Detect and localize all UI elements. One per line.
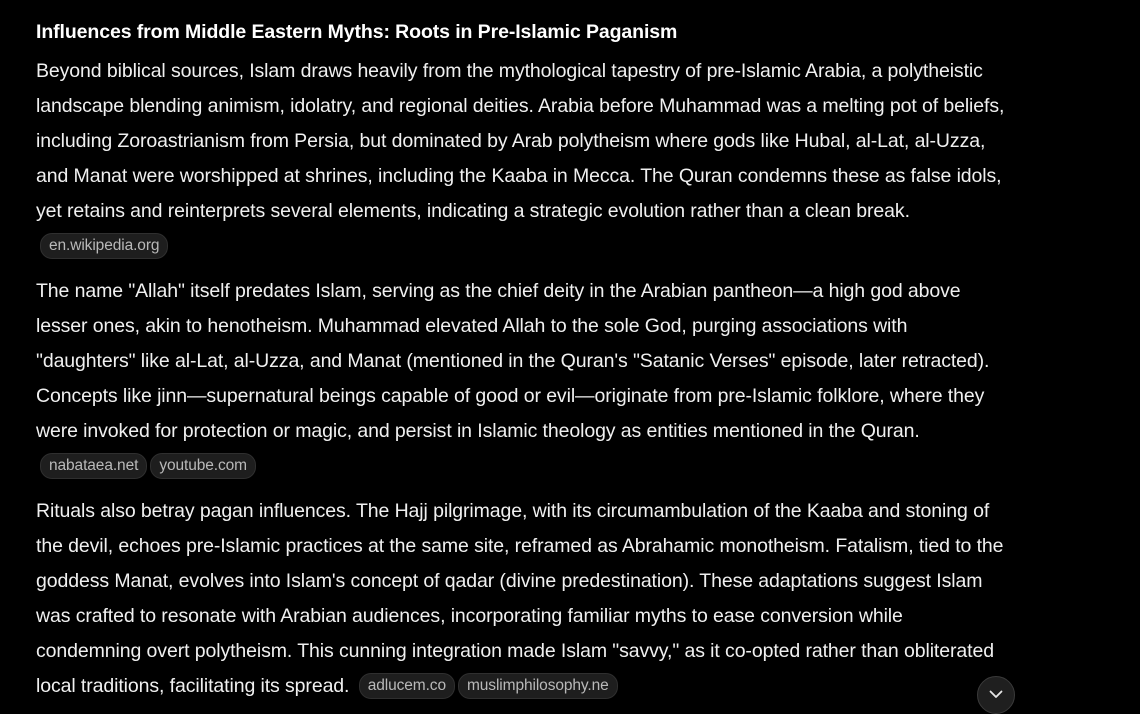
paragraph-text: Rituals also betray pagan influences. The Hajj pilgrimage, with its circumambulation of the Kaaba and stoning of the devil, echoes pre-Islamic practices at the same site, reframed as Abrahamic monotheism. Fatalism, tied to the goddess Manat, evolves into Islam's concept of qadar (divine predestination). These adaptations suggest Islam was crafted to resonate with Arabian audiences, incorporating familiar myths to ease conversion while condemning overt polytheism. This cunning integration made Islam "savvy," as it co-opted rather than obliterated local traditions, facilitating its spread. [36,500,1004,697]
paragraph-text: The name "Allah" itself predates Islam, serving as the chief deity in the Arabian pantheon—a high god above lesser ones, akin to henotheism. Muhammad elevated Allah to the sole God, purging associations with "daughters" like al-Lat, al-Uzza, and Manat (mentioned in the Quran's "Satanic Verses" episode, later retracted). Concepts like jinn—supernatural beings capable of good or evil—originate from pre-Islamic folklore, where they were invoked for protection or magic, and persist in Islamic theology as entities mentioned in the Quran. [36,280,990,442]
paragraph-2 [36,274,1006,484]
citation-chip-wikipedia[interactable]: en.wikipedia.org [40,233,168,259]
citation-chip-muslimphilosophy[interactable]: muslimphilosophy.ne [458,673,618,699]
article [36,18,1006,714]
paragraph-text: Beyond biblical sources, Islam draws heavily from the mythological tapestry of pre-Islamic Arabia, a polytheistic landscape blending animism, idolatry, and regional deities. Arabia before Muhammad was a melting pot of beliefs, including Zoroastrianism from Persia, but dominated by Arab polytheism where gods like Hubal, al-Lat, al-Uzza, and Manat were worshipped at shrines, including the Kaaba in Mecca. The Quran condemns these as false idols, yet retains and reinterprets several elements, indicating a strategic evolution rather than a clean break. [36,60,1005,222]
citation-chip-adlucem[interactable]: adlucem.co [359,673,455,699]
citation-chip-nabataea[interactable]: nabataea.net [40,453,147,479]
chevron-down-icon [987,685,1005,703]
paragraph-1 [36,54,1006,264]
paragraph-3 [36,494,1006,704]
section-heading: Influences from Middle Eastern Myths: Roots in Pre-Islamic Paganism [36,21,678,43]
scroll-to-bottom-button[interactable] [977,676,1015,714]
citation-chip-youtube[interactable]: youtube.com [150,453,256,479]
